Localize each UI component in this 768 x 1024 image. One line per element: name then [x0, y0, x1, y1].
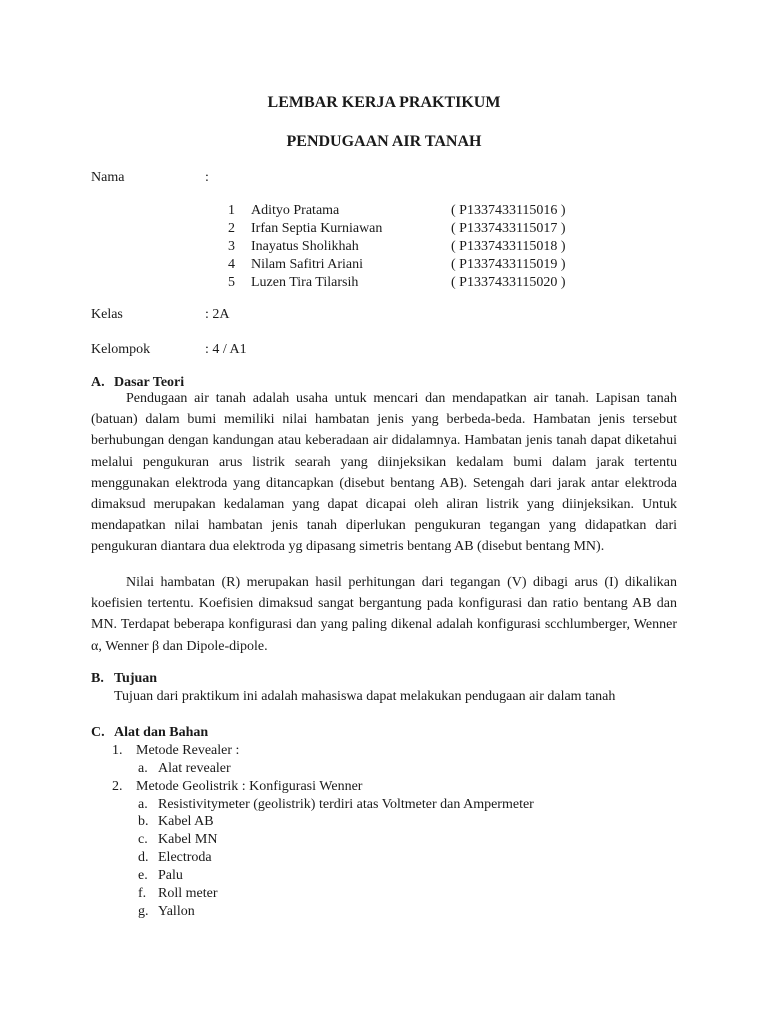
section-b-text: Tujuan dari praktikum ini adalah mahasiswa dapat melakukan pendugaan air dalam tanah	[114, 689, 616, 704]
member-number: 4	[228, 257, 235, 272]
member-id: ( P1337433115019 )	[451, 257, 566, 272]
nama-label: Nama	[91, 170, 125, 185]
sublist-letter: d.	[138, 850, 149, 865]
sublist-item: Palu	[158, 868, 183, 883]
kelas-label: Kelas	[91, 307, 123, 322]
member-id: ( P1337433115018 )	[451, 239, 566, 254]
section-b-letter: B.	[91, 671, 104, 686]
member-name: Irfan Septia Kurniawan	[251, 221, 383, 236]
member-id: ( P1337433115016 )	[451, 203, 566, 218]
sublist-item: Electroda	[158, 850, 212, 865]
nama-colon: :	[205, 170, 209, 185]
member-name: Nilam Safitri Ariani	[251, 257, 363, 272]
member-number: 3	[228, 239, 235, 254]
sublist-letter: c.	[138, 832, 148, 847]
member-number: 1	[228, 203, 235, 218]
list-number: 2.	[112, 779, 123, 794]
sublist-letter: a.	[138, 797, 148, 812]
member-id: ( P1337433115017 )	[451, 221, 566, 236]
sublist-item: Resistivitymeter (geolistrik) terdiri atas Voltmeter dan Ampermeter	[158, 797, 534, 812]
sublist-letter: e.	[138, 868, 148, 883]
sublist-item: Alat revealer	[158, 761, 231, 776]
member-id: ( P1337433115020 )	[451, 275, 566, 290]
kelompok-value: : 4 / A1	[205, 342, 247, 357]
section-a-letter: A.	[91, 375, 105, 390]
section-a-heading: Dasar Teori	[114, 375, 185, 390]
list-number: 1.	[112, 743, 123, 758]
member-number: 2	[228, 221, 235, 236]
member-name: Adityo Pratama	[251, 203, 340, 218]
kelompok-label: Kelompok	[91, 342, 151, 357]
sublist-letter: b.	[138, 814, 149, 829]
kelas-value: : 2A	[205, 307, 230, 322]
document-title: LEMBAR KERJA PRAKTIKUM	[267, 94, 501, 111]
section-a-paragraph-2: Nilai hambatan (R) merupakan hasil perhitungan dari tegangan (V) dibagi arus (I) dikalikan koefisien tertentu. Koefisien dimaksud sangat bergantung pada konfigurasi dan ratio bentang AB dan MN. Terdapat beberapa konfigurasi dan yang paling dikenal adalah konfigurasi scchlumberger, Wenner α, Wenner β dan Dipole-dipole.	[91, 575, 677, 654]
sublist-item: Yallon	[158, 904, 195, 919]
document-subtitle: PENDUGAAN AIR TANAH	[286, 133, 482, 150]
sublist-letter: g.	[138, 904, 149, 919]
sublist-letter: f.	[138, 886, 147, 901]
member-number: 5	[228, 275, 235, 290]
section-b-heading: Tujuan	[114, 671, 158, 686]
section-a-paragraph-1: Pendugaan air tanah adalah usaha untuk mencari dan mendapatkan air tanah. Lapisan tanah (batuan) dalam bumi memiliki nilai hambatan jenis yang berbeda-beda. Hambatan jenis tersebut berhubungan dengan kandungan atau keberadaan air didalamnya. Hambatan jenis tanah dapat diketahui melalui pengukuran arus listrik searah yang diinjeksikan kedalam bumi dalam jarak tertentu menggunakan elektroda yang ditancapkan (disebut bentang AB). Setengah dari jarak antar elektroda dimaksud merupakan kedalaman yang dapat dicapai oleh aliran listrik yang diinjeksikan. Untuk mendapatkan nilai hambatan jenis tanah diperlukan pengukuran tegangan yang didapatkan dari pengukuran diantara dua elektroda yg dipasang simetris bentang AB (disebut bentang MN).	[91, 391, 677, 555]
member-name: Inayatus Sholikhah	[251, 239, 359, 254]
sublist-item: Roll meter	[158, 886, 218, 901]
list-item: Metode Geolistrik : Konfigurasi Wenner	[136, 779, 363, 794]
sublist-item: Kabel MN	[158, 832, 218, 847]
section-c-letter: C.	[91, 725, 105, 740]
sublist-item: Kabel AB	[158, 814, 214, 829]
sublist-letter: a.	[138, 761, 148, 776]
section-c-heading: Alat dan Bahan	[114, 725, 209, 740]
list-item: Metode Revealer :	[136, 743, 240, 758]
member-name: Luzen Tira Tilarsih	[251, 275, 359, 290]
